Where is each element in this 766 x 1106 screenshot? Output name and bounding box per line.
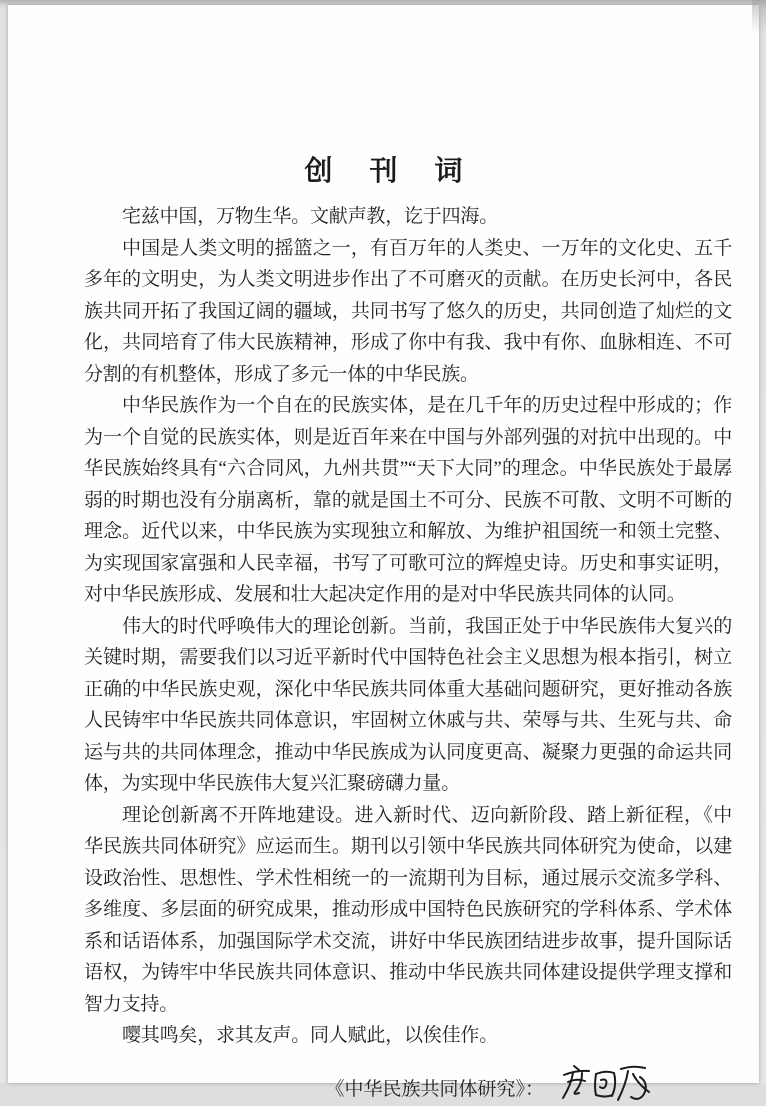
signature-row (84, 1070, 732, 1106)
paragraph-closing: 嘤其鸣矣，求其友声。同人赋此，以俟佳作。 (122, 1025, 499, 1046)
paragraph-opening: 宅兹中国，万物生华。文献声教，讫于四海。 (122, 206, 499, 227)
page-title: 创刊词 (304, 155, 500, 186)
paragraph-theory-innovation: 伟大的时代呼唤伟大的理论创新。当前，我国正处于中华民族伟大复兴的关键时期，需要我们以习近平新时代中国特色社会主义思想为根本指引，树立正确的中华民族史观，深化中华民族共同体重大基础问题研究，更好推动各族人民铸牢中华民族共同体意识，牢固树立休戚与共、荣辱与共、生死与共、命运与共的共同体理念，推动中华民族成为认同度更高、凝聚力更强的命运共同体，为实现中华民族伟大复兴汇聚磅礴力量。 (84, 615, 732, 794)
paragraph-nation-entity: 中华民族作为一个自在的民族实体，是在几千年的历史过程中形成的；作为一个自觉的民族实体，则是近百年来在中国与外部列强的对抗中出现的。中华民族始终具有“六合同风，九州共贯”“天下大同”的理念。中华民族处于最孱弱的时期也没有分崩离析，靠的就是国土不可分、民族不可散、文明不可断的理念。近代以来，中华民族为实现独立和解放、为维护祖国统一和领土完整、为实现国家富强和人民幸福，书写了可歌可泣的辉煌史诗。历史和事实证明，对中华民族形成、发展和壮大起决定作用的是对中华民族共同体的认同。 (84, 395, 732, 605)
foreword-body (84, 201, 732, 1106)
signature-label: 《中华民族共同体研究》： (325, 1079, 544, 1100)
paragraph-civilization: 中国是人类文明的摇篮之一，有百万年的人类史、一万年的文化史、五千多年的文明史，为人类文明进步作出了不可磨灭的贡献。在历史长河中，各民族共同开拓了我国辽阔的疆域，共同书写了悠久的历史，共同创造了灿烂的文化，共同培育了伟大民族精神，形成了你中有我、我中有你、血脉相连、不可分割的有机整体，形成了多元一体的中华民族。 (84, 237, 732, 385)
document-page (8, 5, 759, 1100)
paragraph-journal-mission: 理论创新离不开阵地建设。进入新时代、迈向新阶段、踏上新征程，《中华民族共同体研究》应运而生。期刊以引领中华民族共同体研究为使命，以建设政治性、思想性、学术性相统一的一流期刊为目标，通过展示交流多学科、多维度、多层面的研究成果，推动形成中国特色民族研究的学科体系、学术体系和话语体系，加强国际学术交流，讲好中华民族团结进步故事，提升国际话语权，为铸牢中华民族共同体意识、推动中华民族共同体建设提供学理支撑和智力支持。 (84, 804, 732, 1015)
